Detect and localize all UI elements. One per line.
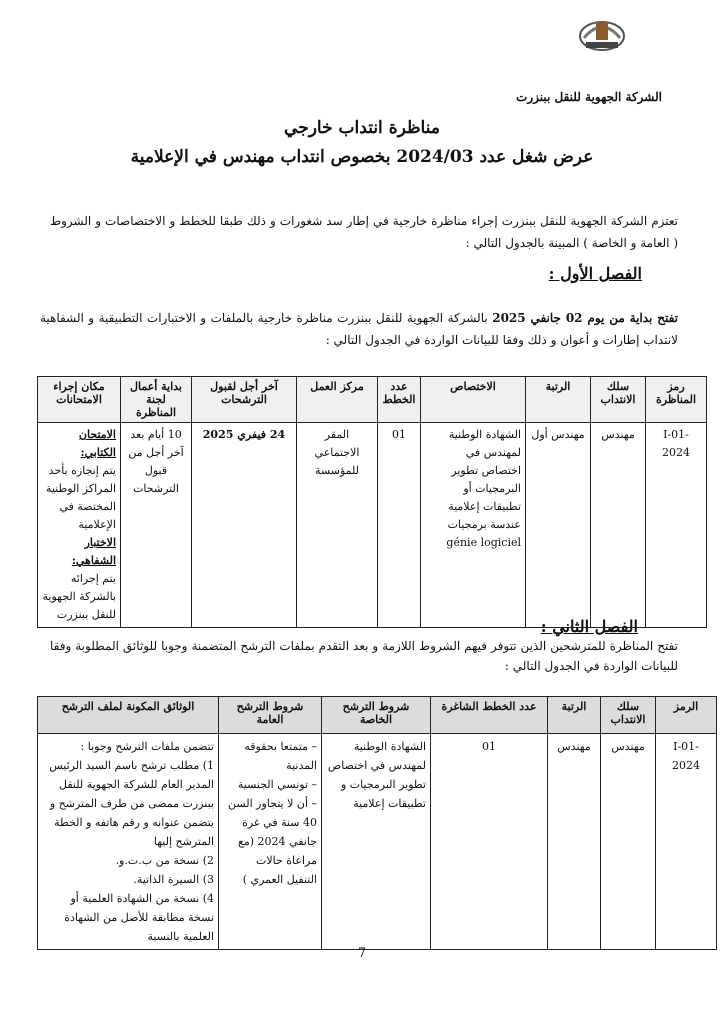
cell-grade: مهندس أول [526,423,591,628]
header-code: الرمز [656,697,717,734]
cell-special-conditions: الشهادة الوطنية لمهندس في اختصاص تطوير البرمجيات و تطبيقات إعلامية [322,734,431,950]
section2-paragraph: تفتح المناظرة للمترشحين الذين تتوفر فيهم الشروط اللازمة و بعد التقدم بملفات الترشح المتضمنة وجوبا للوثائق المطلوبة وفقا للبيانات الواردة في الجدول التالي : [50,639,678,673]
cell-code: I-01-2024 [646,423,707,628]
header-code: رمز المناظرة [646,377,707,423]
header-documents: الوثائق المكونة لملف الترشح [38,697,219,734]
cell-workplace: المقر الاجتماعي للمؤسسة [297,423,378,628]
table-row [38,423,707,628]
header-exam-place: مكان إجراء الامتحانات [38,377,121,423]
exam-oral-label: الاختبار الشفاهي: [71,536,116,567]
header-general-conditions: شروط الترشح العامة [219,697,322,734]
document-item: 2) نسخة من ب.ت.و. [115,854,214,867]
header-committee: بداية أعمال لجنة المناظرة [121,377,192,423]
section1-paragraph [40,307,678,351]
header-grade: الرتبة [548,697,601,734]
section1-heading: الفصل الأول : [548,264,642,283]
general-condition-item: – أن لا يتجاوز السن 40 سنة في غرة جانفي 2024 (مع مراعاة حالات التنفيل العمري ) [228,797,317,886]
cell-deadline: 24 فيفري 2025 [192,423,297,628]
header-specialty: الاختصاص [421,377,526,423]
company-name: الشركة الجهوية للنقل ببنزرت [516,90,662,104]
section1-paragraph-bold: تفتح بداية من يوم 02 جانفي 2025 [492,311,679,325]
page-subtitle: عرض شغل عدد 2024/03 بخصوص انتداب مهندس في الإعلامية [130,147,594,167]
cell-exam-place [38,423,121,628]
document-item: 1) مطلب ترشح باسم السيد الرئيس المدير العام للشركة الجهوية للنقل ببنزرت ممضى من طرف المترشح و يتضمن عنوانه و رقم هاتفه و الخطة المترشح إليها [49,759,214,848]
cell-documents [38,734,219,950]
exam-written-label: الامتحان الكتابي: [78,428,116,459]
cell-corps: مهندس [591,423,646,628]
cell-grade: مهندس [548,734,601,950]
table-row [38,734,717,950]
document-item: 3) السيرة الذاتية. [133,873,214,886]
general-condition-item: – تونسي الجنسية [237,778,317,791]
table-header-row [38,697,717,734]
document-item: تتضمن ملفات الترشح وجوبا : [80,740,214,753]
header-grade: الرتبة [526,377,591,423]
page-title: مناظرة انتداب خارجي [284,118,440,138]
section2-heading: الفصل الثاني : [540,617,638,636]
table-header-row [38,377,707,423]
header-deadline: آخر أجل لقبول الترشحات [192,377,297,423]
intro-paragraph: تعتزم الشركة الجهوية للنقل ببنزرت إجراء مناظرة خارجية في إطار سد شغورات و ذلك طبقا للخطط و الاختصاصات و الشروط ( العامة و الخاصة ) المبينة بالجدول التالي : [50,214,678,250]
exam-written-text: يتم إنجازه بأحد المراكز الوطنية المختصة في الإعلامية [45,464,116,531]
exam-oral-text: يتم إجرائه بالشركة الجهوية للنقل ببنزرت [42,572,116,621]
cell-committee-start: 10 أيام بعد آخر أجل من قبول الترشحات [121,423,192,628]
cell-positions: 01 [378,423,421,628]
header-workplace: مركز العمل [297,377,378,423]
section1-paragraph-rest: بالشركة الجهوية للنقل ببنزرت مناظرة خارجية بالملفات و الاختبارات التطبيقية و الشفاهية لانتداب إطارات و أعوان و ذلك وفقا للبيانات الواردة في الجدول التالي : [40,311,678,347]
company-logo-icon [576,12,628,54]
header-corps: سلك الانتداب [601,697,656,734]
conditions-table [37,696,717,950]
header-corps: سلك الانتداب [591,377,646,423]
cell-positions: 01 [431,734,548,950]
cell-general-conditions [219,734,322,950]
header-positions: عدد الخطط [378,377,421,423]
header-vacant-positions: عدد الخطط الشاغرة [431,697,548,734]
document-item: 4) نسخة من الشهادة العلمية أو نسخة مطابقة للأصل من الشهادة العلمية بالنسبة [64,892,214,943]
cell-corps: مهندس [601,734,656,950]
header-special-conditions: شروط الترشح الخاصة [322,697,431,734]
cell-code: I-01-2024 [656,734,717,950]
page-number: 7 [357,946,367,961]
cell-specialty: الشهادة الوطنية لمهندس في اختصاص تطوير البرمجيات أو تطبيقات إعلامية عندسة برمجيات génie logiciel [421,423,526,628]
competition-table [37,376,707,628]
general-condition-item: – متمتعا بحقوقه المدنية [244,740,317,772]
